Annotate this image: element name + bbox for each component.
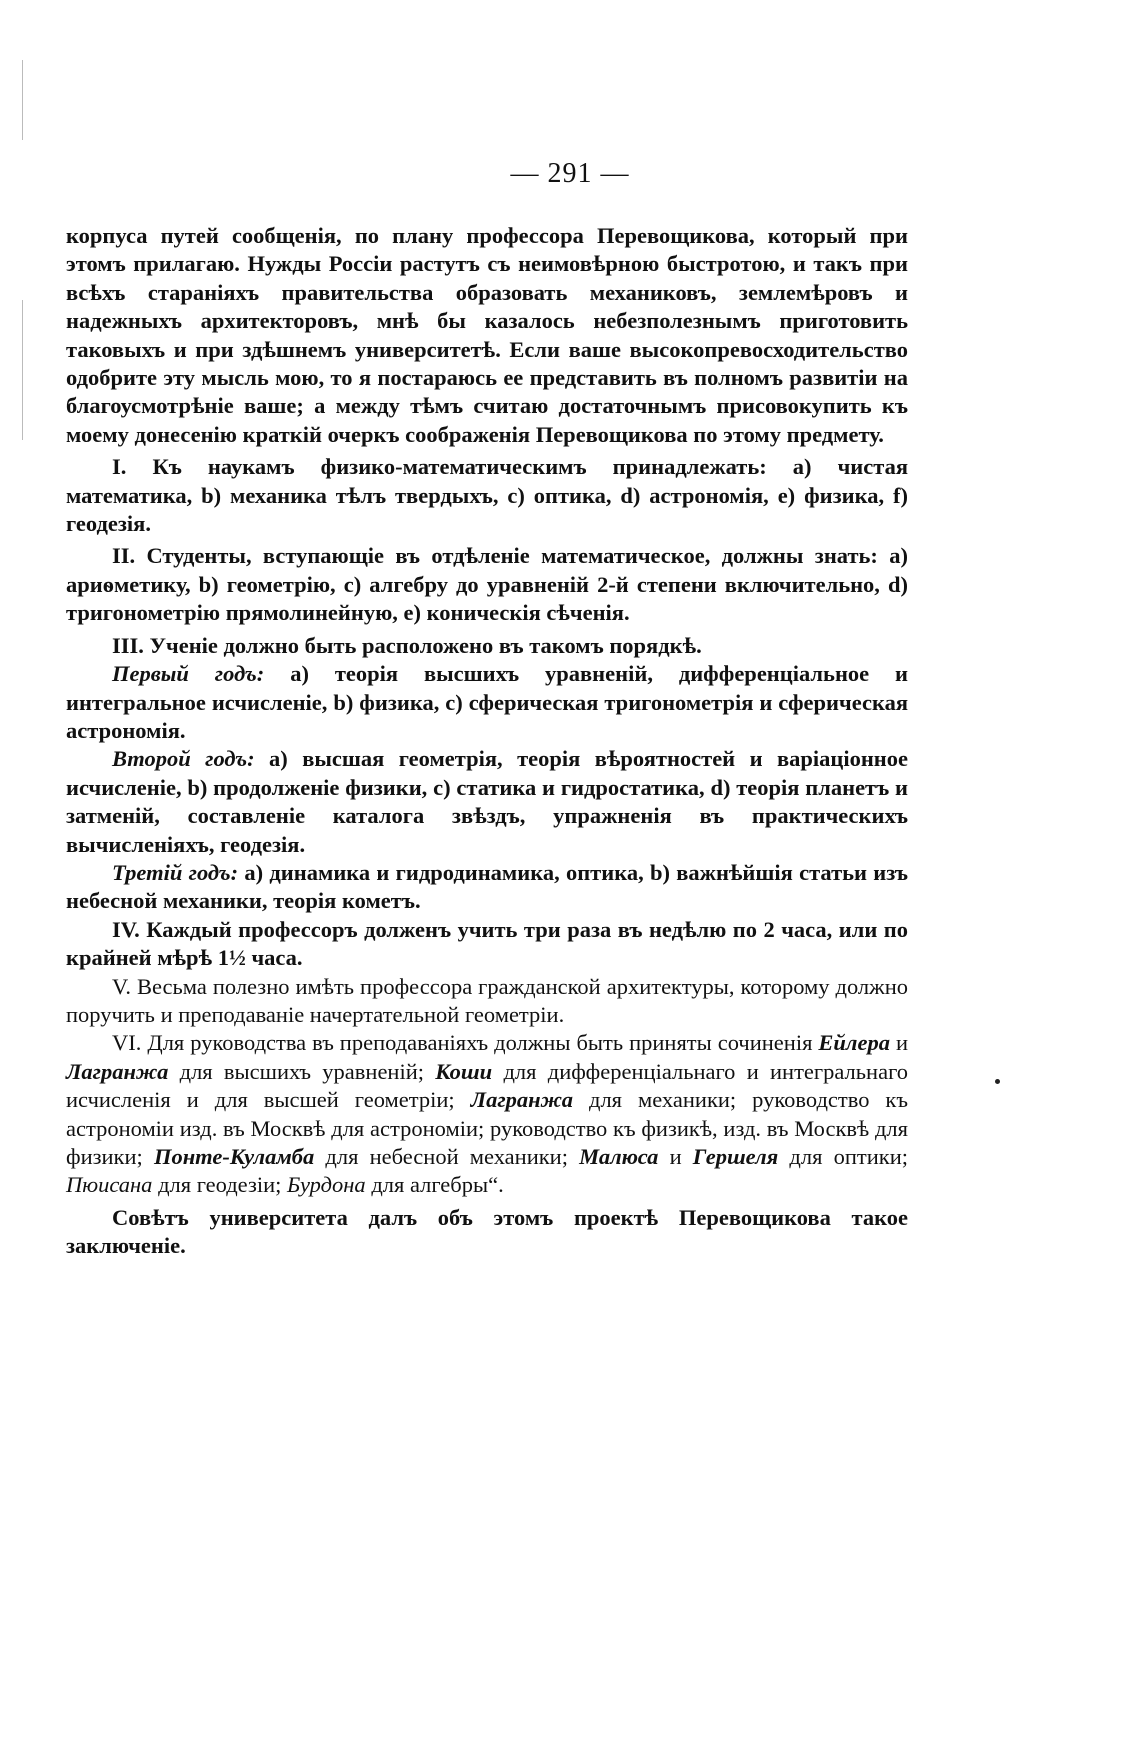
year-two-label: Второй годъ: <box>112 746 255 772</box>
section-vi <box>66 1029 908 1199</box>
year-three-text: а) динамика и гидродинамика, оптика, b) важнѣйшія статьи изъ небесной механики, теорія кометъ. <box>66 859 908 914</box>
author-name: Ейлера <box>818 1030 890 1056</box>
author-name: Гершеля <box>692 1144 779 1169</box>
author-name: Бурдона <box>287 1172 366 1198</box>
author-name: Пюисана <box>66 1172 153 1198</box>
body-text <box>66 222 908 1261</box>
year-three-label: Третій годъ: <box>112 859 239 885</box>
year-two-text: а) высшая геометрія, теорія вѣроятностей и варіаціонное исчисленіе, b) продолженіе физики, с) статика и гидростатика, d) теорія планетъ и затменій, составленіе каталога звѣздъ, упражненія въ практическихъ вычисленіяхъ, геодезія. <box>66 746 908 857</box>
section-ii: II. Студенты, вступающіе въ отдѣленіе математическое, должны знать: а) ариѳметику, b) геометрію, с) алгебру до уравненій 2-й степени включительно, d) тригонометрію прямолинейную, е) коническія сѣченія. <box>66 543 908 626</box>
section-iii: III. Ученіе должно быть расположено въ такомъ порядкѣ. <box>112 632 702 658</box>
author-name: Понте-Куламба <box>153 1144 315 1169</box>
page-number: — 291 — <box>510 158 630 189</box>
author-name: Лагранжа <box>66 1058 169 1084</box>
year-three <box>66 859 908 916</box>
year-two <box>66 745 908 859</box>
author-name: Малюса <box>579 1144 659 1169</box>
text-run: для алгебры“. <box>365 1172 504 1198</box>
council-conclusion: Совѣтъ университета далъ объ этомъ проектѣ Перевощикова такое заключеніе. <box>66 1204 908 1259</box>
text-run: и <box>889 1030 908 1056</box>
margin-scan-line <box>22 60 23 140</box>
text-run: VI. Для руководства въ преподаваніяхъ должны быть приняты сочиненія <box>112 1030 819 1056</box>
year-one-label: Первый годъ: <box>112 661 265 687</box>
text-run: для дифференціальнаго и интегральнаго исчисленія и для высшей геометріи; <box>66 1058 908 1113</box>
paragraph-intro: корпуса путей сообщенія, по плану профессора Перевощикова, который при этомъ прилагаю. Нужды Россіи растутъ съ неимовѣрною быстротою, и такъ при всѣхъ стараніяхъ правительства образовать механиковъ, землемѣровъ и надежныхъ архитекторовъ, мнѣ бы казалось небезполезнымъ приготовить таковыхъ и при здѣшнемъ университетѣ. Если ваше высокопревосходительство одобрите эту мысль мою, то я постараюсь ее представить въ полномъ развитіи на благоусмотрѣніе ваше; а между тѣмъ считаю достаточнымъ присовокупить къ моему донесенію краткій очеркъ соображенія Перевощикова по этому предмету. <box>66 223 908 447</box>
section-v: V. Весьма полезно имѣть профессора гражданской архитектуры, которому должно поручить и преподаваніе начертательной геометріи. <box>66 973 908 1027</box>
text-run: для оптики; <box>778 1144 908 1169</box>
author-name: Лагранжа <box>470 1087 574 1113</box>
section-iv: IV. Каждый профессоръ долженъ учить три раза въ недѣлю по 2 часа, или по крайней мѣрѣ 1½ часа. <box>66 916 908 971</box>
text-run: для механики; руководство къ астрономіи изд. въ Москвѣ для астрономіи; руководство къ физикѣ, изд. въ Москвѣ для физики; <box>66 1087 908 1169</box>
text-run: для геодезіи; <box>152 1172 287 1198</box>
ink-speck <box>995 1079 1000 1084</box>
text-run: для небесной механики; <box>314 1144 580 1169</box>
year-one <box>66 660 908 745</box>
year-one-text: а) теорія высшихъ уравненій, дифференціальное и интегральное исчисленіе, b) физика, с) сферическая тригонометрія и сферическая астрономія. <box>66 661 909 743</box>
text-run: для высшихъ уравненій; <box>168 1058 436 1084</box>
section-i: I. Къ наукамъ физико-математическимъ принадлежать: а) чистая математика, b) механика тѣлъ твердыхъ, с) оптика, d) астрономія, е) физика, f) геодезія. <box>66 454 908 537</box>
margin-scan-line <box>22 300 23 440</box>
author-name: Коши <box>435 1058 493 1084</box>
text-run: и <box>658 1144 693 1169</box>
